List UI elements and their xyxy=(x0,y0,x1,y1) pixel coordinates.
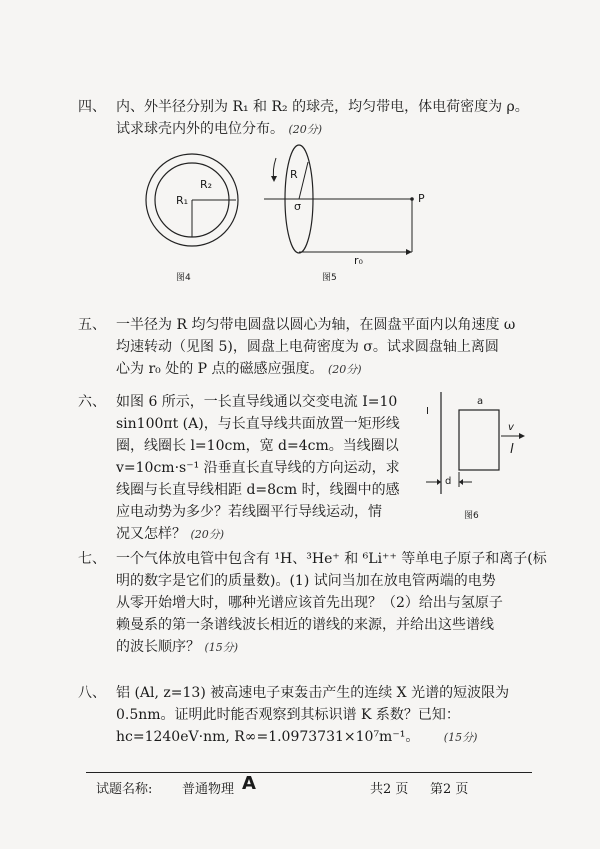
label-current: I xyxy=(426,406,429,417)
exam-grade: A xyxy=(242,773,256,794)
question-line: 线圈与长直导线相距 d=8cm 时，线圈中的感 xyxy=(116,482,400,498)
label-r0: r₀ xyxy=(354,254,363,267)
label-r2: R₂ xyxy=(200,178,213,191)
total-pages: 共2 页 xyxy=(370,782,409,797)
label-l: l xyxy=(510,442,514,457)
figure-6 xyxy=(422,390,532,530)
question-line: 应电动势为多少？若线圈平行导线运动，情 xyxy=(116,504,382,520)
question-line: 一个气体放电管中包含有 ¹H、³He⁺ 和 ⁶Li⁺⁺ 等单电子原子和离子(标 xyxy=(116,551,547,567)
question-line: 0.5nm。证明此时能否观察到其标识谱 K 系数？已知： xyxy=(116,707,460,723)
question-number: 四、 xyxy=(78,99,106,115)
footer-label: 试题名称: xyxy=(96,782,153,797)
page-footer xyxy=(96,772,526,800)
figure-caption: 图5 xyxy=(322,273,337,283)
question-line: 的波长顺序？ (15分) xyxy=(116,639,239,655)
question-8 xyxy=(78,682,548,749)
rotating-disk-diagram xyxy=(262,142,437,267)
question-line: 如图 6 所示，一长直导线通以交变电流 I=10 xyxy=(116,394,398,410)
question-4 xyxy=(78,96,548,141)
question-line: 铝 (Al, z=13) 被高速电子束轰击产生的连续 X 光谱的短波限为 xyxy=(116,685,510,701)
question-line: hc=1240eV·nm, R∞=1.0973731×10⁷m⁻¹。 (15分) xyxy=(116,729,478,745)
spherical-shell-diagram xyxy=(140,150,250,260)
question-line: 一半径为 R 均匀带电圆盘以圆心为轴，在圆盘平面内以角速度 ω xyxy=(116,317,516,333)
score-note: (20分) xyxy=(288,123,323,136)
question-6 xyxy=(78,391,418,546)
question-line: 试求球壳内外的电位分布。 (20分) xyxy=(116,121,323,137)
question-line: sin100πt (A)，与长直导线共面放置一矩形线 xyxy=(116,416,400,432)
label-sigma: σ xyxy=(294,200,301,213)
exam-name: 普通物理 xyxy=(182,782,235,797)
label-v: v xyxy=(508,422,514,433)
question-line: 明的数字是它们的质量数)。(1) 试问当加在放电管两端的电势 xyxy=(116,573,496,589)
figure-caption: 图6 xyxy=(464,511,479,521)
question-number: 八、 xyxy=(78,685,106,701)
score-note: (20分) xyxy=(190,528,225,541)
label-d: d xyxy=(445,476,452,487)
question-7 xyxy=(78,548,548,659)
footer-rule xyxy=(86,772,532,773)
question-number: 五、 xyxy=(78,317,106,333)
question-number: 七、 xyxy=(78,551,106,567)
label-a: a xyxy=(477,396,484,407)
question-line: 圈，线圈长 l=10cm，宽 d=4cm。当线圈以 xyxy=(116,438,399,454)
score-note: (15分) xyxy=(443,731,478,744)
question-line: 内、外半径分别为 R₁ 和 R₂ 的球壳，均匀带电，体电荷密度为 ρ。 xyxy=(116,99,529,115)
question-5 xyxy=(78,314,548,381)
question-line: 均速转动（见图 5)，圆盘上电荷密度为 σ。试求圆盘轴上离圆 xyxy=(116,339,499,355)
label-r1: R₁ xyxy=(176,194,189,207)
score-note: (15分) xyxy=(204,641,239,654)
question-number: 六、 xyxy=(78,394,106,410)
question-line: 赖曼系的第一条谱线波长相近的谱线的来源，并给出这些谱线 xyxy=(116,617,494,633)
figure-4 xyxy=(140,150,250,290)
figure-5 xyxy=(262,142,437,290)
question-line: 况又怎样？ (20分) xyxy=(116,526,225,542)
label-r: R xyxy=(290,168,298,181)
page-number: 第2 页 xyxy=(430,782,469,797)
question-line: 心为 r₀ 处的 P 点的磁感应强度。 (20分) xyxy=(116,361,362,377)
question-line: v=10cm·s⁻¹ 沿垂直长直导线的方向运动，求 xyxy=(116,460,400,476)
question-line: 从零开始增大时，哪种光谱应该首先出现？（2）给出与氢原子 xyxy=(116,595,503,611)
score-note: (20分) xyxy=(327,363,362,376)
figure-caption: 图4 xyxy=(176,273,191,283)
label-p: P xyxy=(418,192,425,205)
